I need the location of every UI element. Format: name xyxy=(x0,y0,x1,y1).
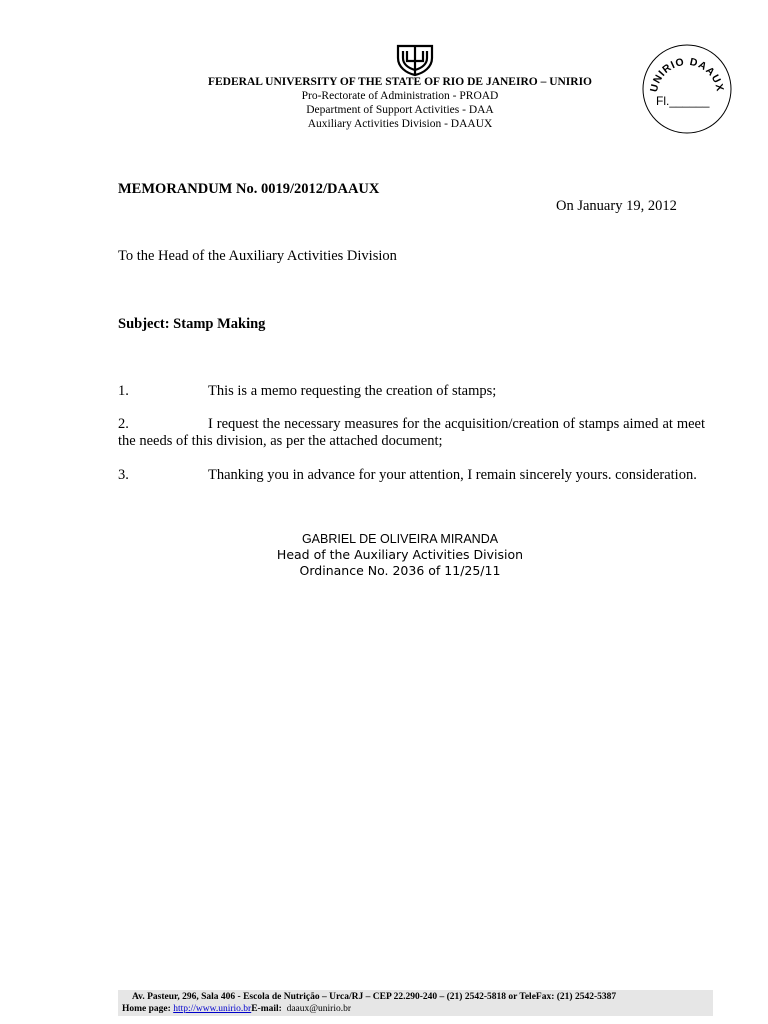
item-text: This is a memo requesting the creation of stamps; xyxy=(208,383,497,399)
memo-title: MEMORANDUM No. 0019/2012/DAAUX xyxy=(118,181,380,197)
footer xyxy=(118,990,713,1016)
item-number: 3. xyxy=(118,467,129,483)
memo-date: On January 19, 2012 xyxy=(556,198,677,214)
department: Department of Support Activities - DAA xyxy=(306,104,494,116)
division: Auxiliary Activities Division - DAAUX xyxy=(307,118,493,130)
item-number: 2. xyxy=(118,416,129,432)
svg-text:UNIRIO DAAUX xyxy=(648,56,726,93)
footer-address: Av. Pasteur, 296, Sala 406 - Escola de Nutrição – Urca/RJ – CEP 22.290-240 – (21) 2542-5818 or TeleFax: (21) 2542-5387 xyxy=(132,992,617,1002)
list-item xyxy=(118,416,705,450)
folio-label: Fl.______ xyxy=(656,94,710,108)
unirio-logo-icon xyxy=(394,43,436,77)
signatory-ordinance: Ordinance No. 2036 of 11/25/11 xyxy=(299,563,501,578)
list-item xyxy=(118,383,705,400)
signatory-name: GABRIEL DE OLIVEIRA MIRANDA xyxy=(301,532,499,546)
home-page-link[interactable]: http://www.unirio.br xyxy=(173,1004,252,1014)
letterhead xyxy=(150,75,650,131)
recipient-line: To the Head of the Auxiliary Activities Division xyxy=(118,248,397,264)
item-text: Thanking you in advance for your attention, I remain sincerely yours. consideration. xyxy=(208,467,697,483)
subject-line: Subject: Stamp Making xyxy=(118,316,266,332)
item-number: 1. xyxy=(118,383,129,399)
item-text: I request the necessary measures for the acquisition/creation of stamps aimed at meet the needs of this division, as per the attached document; xyxy=(118,416,705,449)
institution-name: FEDERAL UNIVERSITY OF THE STATE OF RIO DE JANEIRO – UNIRIO xyxy=(207,76,593,88)
signature-block xyxy=(250,531,550,579)
seal-arc-text: UNIRIO DAAUX xyxy=(648,55,726,94)
email-label: E-mail: xyxy=(251,1004,282,1014)
home-page-label: Home page: xyxy=(122,1004,171,1014)
footer-contact xyxy=(118,1003,713,1015)
email-address: daaux@unirio.br xyxy=(286,1004,351,1014)
list-item xyxy=(118,467,705,484)
signatory-role: Head of the Auxiliary Activities Division xyxy=(276,547,524,562)
folio-stamp xyxy=(641,43,733,135)
pro-rectorate: Pro-Rectorate of Administration - PROAD xyxy=(301,90,499,102)
